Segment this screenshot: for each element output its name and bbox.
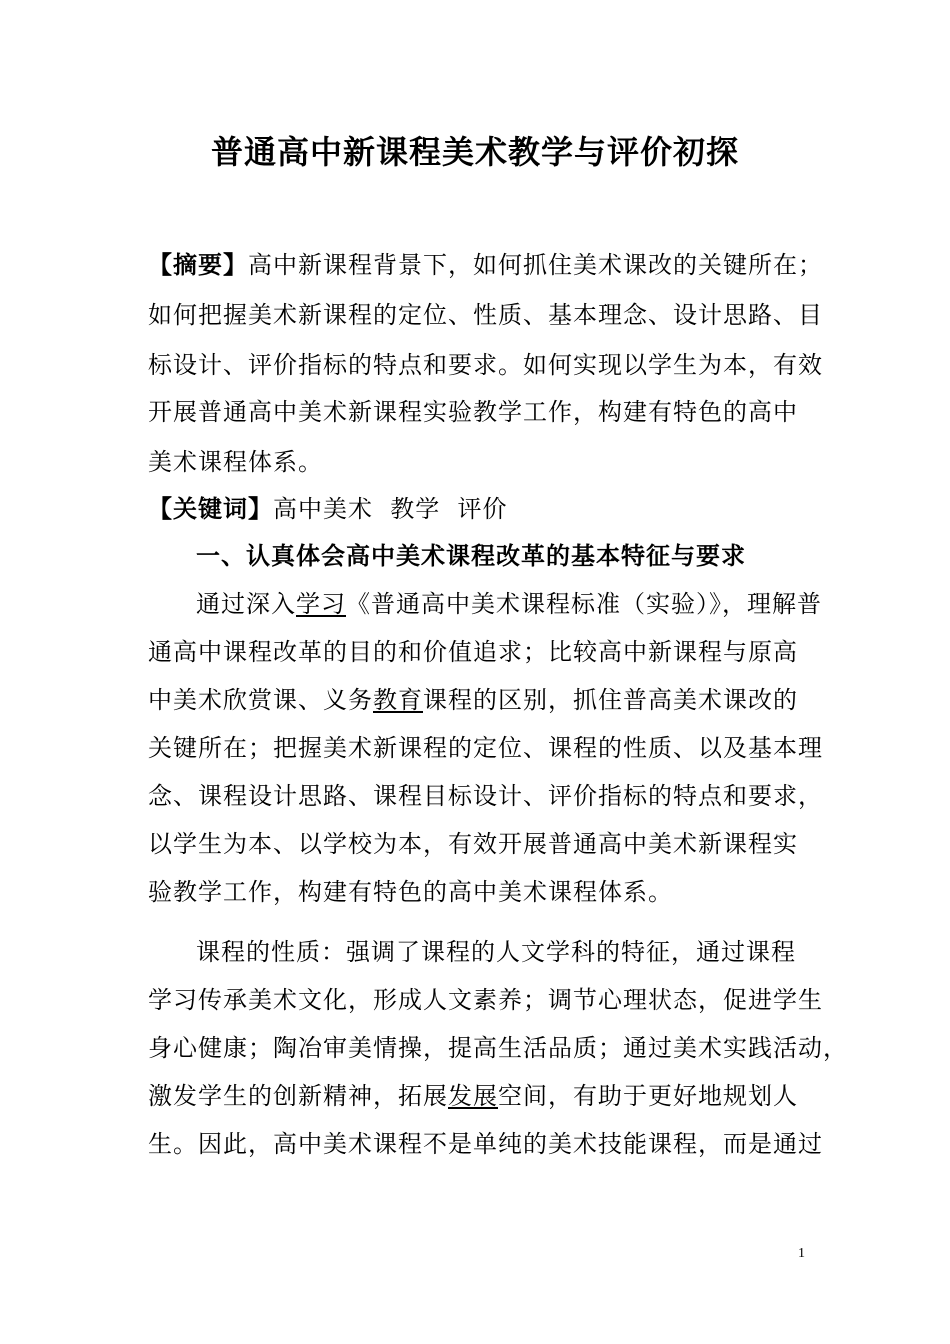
abstract-line-2: 如何把握美术新课程的定位、性质、基本理念、设计思路、目 — [148, 301, 823, 329]
abstract-line-4: 开展普通高中美术新课程实验教学工作，构建有特色的高中 — [148, 398, 798, 426]
abstract-line-5: 美术课程体系。 — [148, 448, 323, 476]
abstract-line-3: 标设计、评价指标的特点和要求。如何实现以学生为本，有效 — [148, 351, 823, 379]
document-title: 普通高中新课程美术教学与评价初探 — [210, 133, 739, 171]
text-span: 《普通高中美术课程标准（实验）》，理解普 — [346, 590, 822, 618]
abstract-line-1 — [148, 247, 823, 283]
paragraph-1-line-6: 以学生为本、以学校为本，有效开展普通高中美术新课程实 — [148, 830, 798, 858]
paragraph-1-line-1 — [196, 586, 822, 622]
link-fazhan[interactable]: 发展 — [448, 1082, 498, 1110]
keywords-text: 高中美术 教学 评价 — [273, 495, 508, 523]
paragraph-1-line-2: 通高中课程改革的目的和价值追求；比较高中新课程与原高 — [148, 638, 798, 666]
paragraph-2-line-3: 身心健康；陶冶审美情操，提高生活品质；通过美术实践活动， — [148, 1034, 848, 1062]
text-span: 空间，有助于更好地规划人 — [498, 1082, 798, 1110]
link-xuexi[interactable]: 学习 — [296, 590, 346, 618]
paragraph-1-line-3 — [148, 682, 798, 718]
abstract-label: 【摘要】 — [148, 250, 248, 279]
text-span: 中美术欣赏课、义务 — [148, 686, 373, 714]
link-jiaoyu[interactable]: 教育 — [373, 686, 423, 714]
text-span: 课程的区别，抓住普高美术课改的 — [423, 686, 798, 714]
abstract-text: 高中新课程背景下，如何抓住美术课改的关键所在； — [248, 251, 823, 279]
text-span: 通过深入 — [196, 590, 296, 618]
keywords-label: 【关键词】 — [148, 494, 273, 523]
paragraph-1-line-5: 念、课程设计思路、课程目标设计、评价指标的特点和要求， — [148, 782, 823, 810]
paragraph-2-line-1: 课程的性质：强调了课程的人文学科的特征，通过课程 — [196, 938, 796, 966]
section-heading: 一、认真体会高中美术课程改革的基本特征与要求 — [196, 541, 746, 570]
paragraph-2-line-2: 学习传承美术文化，形成人文素养；调节心理状态，促进学生 — [148, 986, 823, 1014]
keywords-line — [148, 491, 508, 527]
text-span: 激发学生的创新精神，拓展 — [148, 1082, 448, 1110]
paragraph-2-line-5: 生。因此，高中美术课程不是单纯的美术技能课程，而是通过 — [148, 1130, 823, 1158]
paragraph-1-line-4: 关键所在；把握美术新课程的定位、课程的性质、以及基本理 — [148, 734, 823, 762]
page-number: 1 — [798, 1246, 805, 1261]
paragraph-1-line-7: 验教学工作，构建有特色的高中美术课程体系。 — [148, 878, 673, 906]
paragraph-2-line-4 — [148, 1078, 798, 1114]
